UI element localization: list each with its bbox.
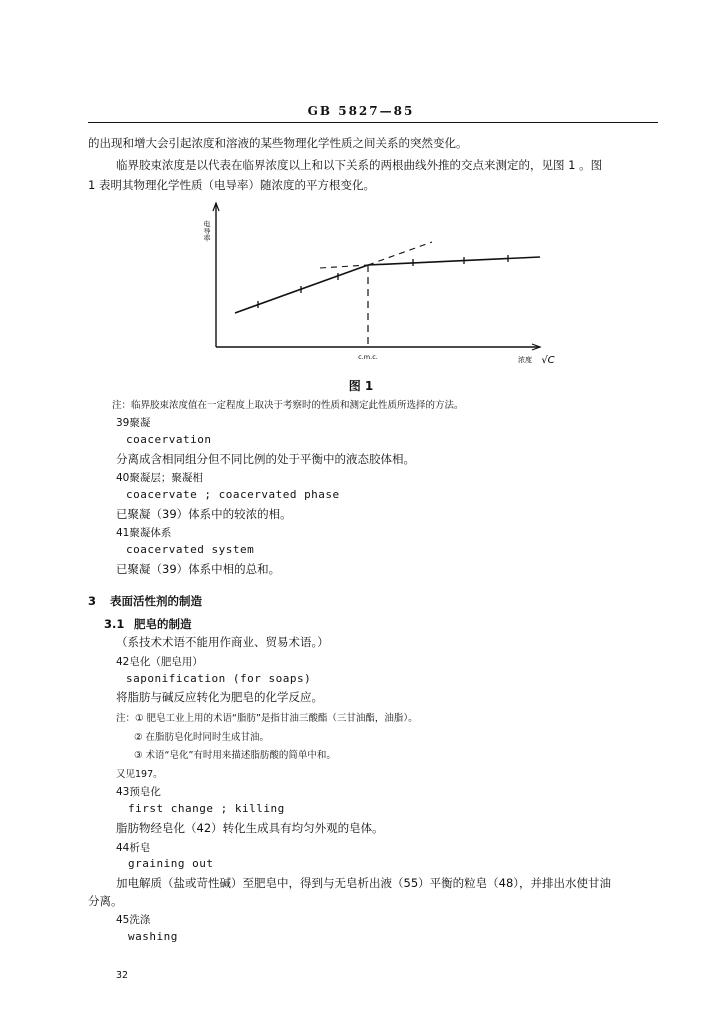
- term-45-english: washing: [128, 930, 178, 943]
- term-42: 42皂化（肥皂用）: [116, 656, 203, 668]
- x-axis-label: 浓度: [518, 356, 532, 364]
- term-40-definition: 已聚凝（39）体系中的较浓的相。: [116, 507, 292, 521]
- term-40: 40聚凝层；聚凝相: [116, 472, 203, 484]
- term-42-note-1: 注：① 肥皂工业上用的术语“脂肪”是指甘油三酸酯（三甘油酯，油脂）。: [116, 713, 418, 724]
- term-41: 41聚凝体系: [116, 527, 172, 539]
- section-3-1-number: 3.1: [104, 617, 125, 631]
- figure-1-chart: [195, 195, 575, 375]
- term-44-definition-line-2: 分离。: [88, 894, 123, 908]
- term-44-english: graining out: [128, 857, 214, 870]
- term-41-definition: 已聚凝（39）体系中相的总和。: [116, 562, 281, 576]
- upper-concentration-line: [368, 257, 540, 265]
- term-44-definition-line-1: 加电解质（盐或苛性碱）至肥皂中，得到与无皂析出液（55）平衡的粒皂（48），并排出水使甘油: [116, 876, 612, 890]
- term-41-english: coacervated system: [126, 543, 255, 556]
- figure-note: 注：临界胶束浓度值在一定程度上取决于考察时的性质和测定此性质所选择的方法。: [112, 400, 464, 411]
- y-axis-label: 电导率: [203, 220, 211, 242]
- section-3-number: 3: [88, 594, 97, 608]
- term-44: 44析皂: [116, 842, 151, 854]
- section-3-1-title: 肥皂的制造: [134, 617, 192, 631]
- x-axis-symbol: √C: [541, 355, 555, 366]
- intro-line-2: 临界胶束浓度是以代表在临界浓度以上和以下关系的两根曲线外推的交点来测定的，见图 1 。图: [116, 158, 603, 172]
- intro-line-3: 1 表明其物理化学性质（电导率）随浓度的平方根变化。: [88, 178, 375, 192]
- term-42-see-also: 又见197。: [116, 769, 163, 780]
- page-number: 32: [116, 970, 129, 981]
- term-39-definition: 分离成含相同组分但不同比例的处于平衡中的液态胶体相。: [116, 452, 415, 466]
- lower-line-extrapolation: [368, 242, 432, 265]
- section-3-title: 表面活性剂的制造: [110, 594, 202, 608]
- term-39-english: coacervation: [126, 433, 212, 446]
- cmc-label: c.m.c.: [358, 353, 378, 361]
- term-42-definition: 将脂肪与碱反应转化为肥皂的化学反应。: [116, 690, 323, 704]
- intro-line-1: 的出现和增大会引起浓度和溶液的某些物理化学性质之间关系的突然变化。: [88, 136, 468, 150]
- term-39: 39聚凝: [116, 417, 151, 429]
- term-45: 45洗涤: [116, 914, 151, 926]
- term-42-english: saponification (for soaps): [126, 672, 312, 685]
- term-43: 43预皂化: [116, 786, 161, 798]
- term-40-english: coacervate ; coacervated phase: [126, 488, 340, 501]
- standard-code-header: GB 5827—85: [307, 104, 415, 118]
- header-rule: [88, 122, 658, 123]
- term-42-note-3: ③ 术语“皂化”有时用来描述脂肪酸的简单中和。: [134, 750, 336, 761]
- section-3-1-note: （系技术术语不能用作商业、贸易术语。）: [116, 635, 329, 649]
- term-43-english: first change ; killing: [128, 802, 285, 815]
- figure-caption: 图 1: [348, 379, 374, 393]
- data-markers: [258, 255, 508, 308]
- term-43-definition: 脂肪物经皂化（42）转化生成具有均匀外观的皂体。: [116, 821, 384, 835]
- term-42-note-2: ② 在脂肪皂化时同时生成甘油。: [134, 732, 270, 743]
